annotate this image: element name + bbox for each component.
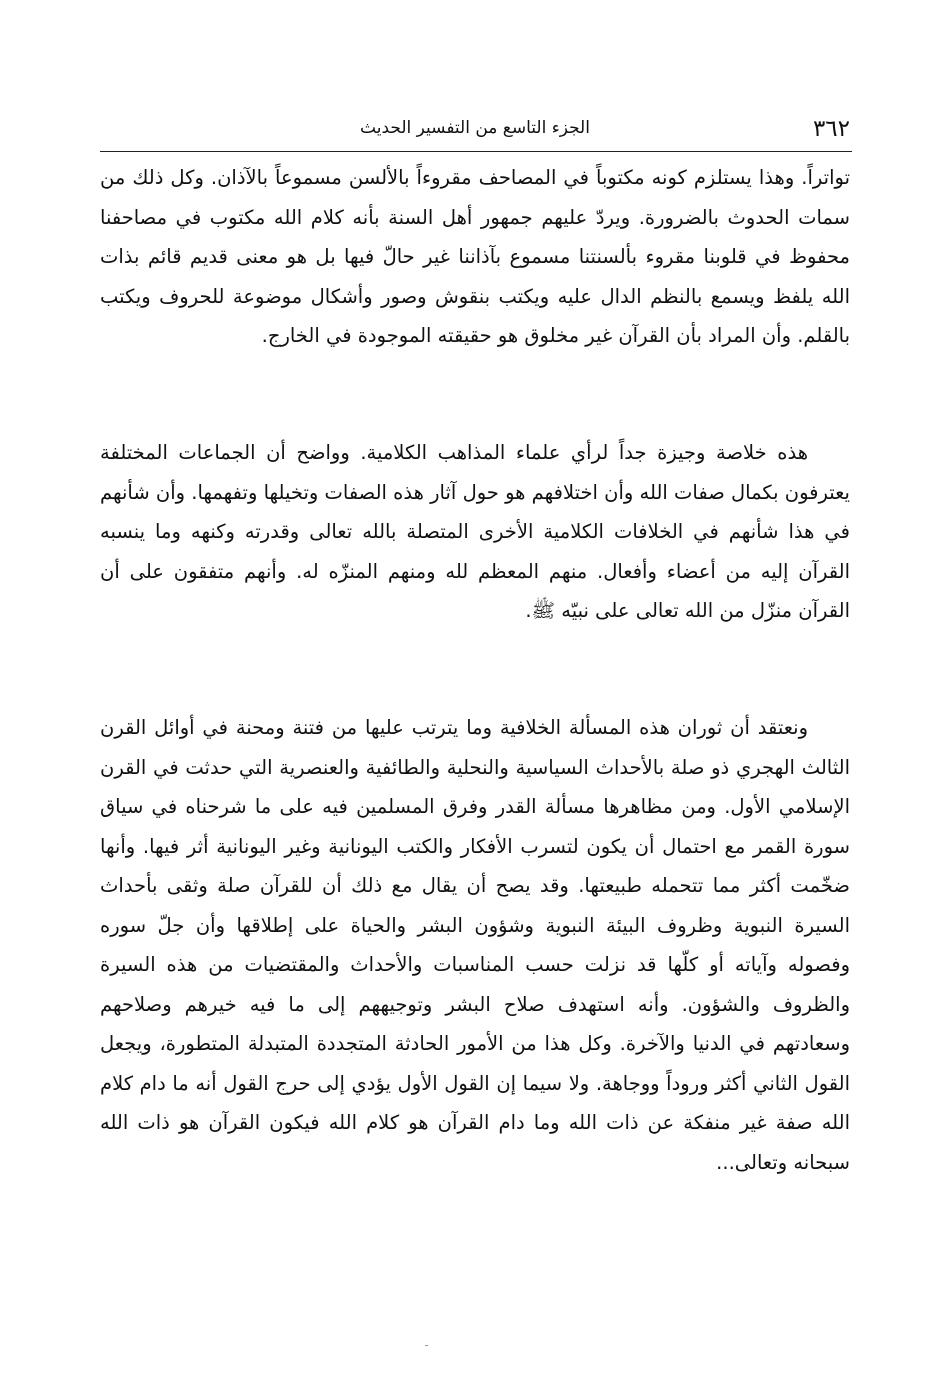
scan-speck: [425, 1345, 428, 1346]
page-header: [100, 110, 850, 150]
page-number: ٣٦٢: [812, 116, 850, 142]
paragraph-3: ونعتقد أن ثوران هذه المسألة الخلافية وما يترتب عليها من فتنة ومحنة في أوائل القرن الثالث الهجري ذو صلة بالأحداث السياسية والنحلية والطائفية والعنصرية التي حدثت في القرن الإسلامي الأول. ومن مظاهرها مسألة القدر وفرق المسلمين فيه على ما شرحناه في سياق سورة القمر مع احتمال أن يكون لتسرب الأفكار والكتب اليونانية وغير اليونانية أثر فيها. وأنها ضخّمت أكثر مما تتحمله طبيعتها. وقد يصح أن يقال مع ذلك أن للقرآن صلة وثقى بأحداث السيرة النبوية وظروف البيئة النبوية وشؤون البشر والحياة على إطلاقها وأن جلّ سوره وفصوله وآياته أو كلّها قد نزلت حسب المناسبات والأحداث والمقتضيات من هذه السيرة والظروف والشؤون. وأنه استهدف صلاح البشر وتوجيههم إلى ما فيه خيرهم وصلاحهم وسعادتهم في الدنيا والآخرة. وكل هذا من الأمور الحادثة المتجددة المتبدلة المتطورة، ويجعل القول الثاني أكثر وروداً ووجاهة. ولا سيما إن القول الأول يؤدي إلى حرج القول أنه ما دام كلام الله صفة غير منفكة عن ذات الله وما دام القرآن هو كلام الله فيكون القرآن هو ذات الله سبحانه وتعالى...: [100, 716, 850, 1174]
running-title: الجزء التاسع من التفسير الحديث: [360, 118, 590, 138]
header-rule: [100, 151, 852, 152]
paragraph-2: هذه خلاصة وجيزة جداً لرأي علماء المذاهب الكلامية. وواضح أن الجماعات المختلفة يعترفون بكمال صفات الله وأن اختلافهم هو حول آثار هذه الصفات وتخيلها وتفهمها. وأن شأنهم في هذا شأنهم في الخلافات الكلامية الأخرى المتصلة بالله تعالى وقدرته وكنهه وما ينسبه القرآن إليه من أعضاء وأفعال. منهم المعظم لله ومنهم المنزّه له. وأنهم متفقون على أن القرآن منزّل من الله تعالى على نبيّه ﷺ.: [100, 441, 850, 622]
paragraph-1: تواتراً. وهذا يستلزم كونه مكتوباً في المصاحف مقروءاً بالألسن مسموعاً بالآذان. وكل ذلك من سمات الحدوث بالضرورة. ويردّ عليهم جمهور أهل السنة بأنه كلام الله مكتوب في مصاحفنا محفوظ في قلوبنا مقروء بألسنتنا مسموع بآذاننا غير حالّ فيها بل هو معنى قديم قائم بذات الله يلفظ ويسمع بالنظم الدال عليه ويكتب بنقوش وصور وأشكال موضوعة للحروف ويكتب بالقلم. وأن المراد بأن القرآن غير مخلوق هو حقيقته الموجودة في الخارج.: [100, 166, 850, 347]
